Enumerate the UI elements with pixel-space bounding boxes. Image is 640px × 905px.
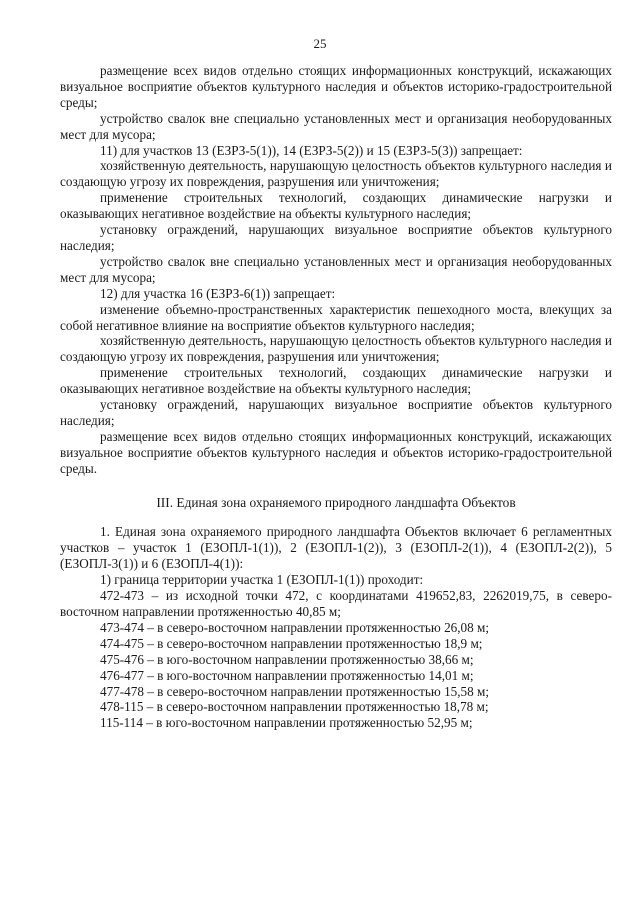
boundary-line: 476-477 – в юго-восточном направлении протяженностью 14,01 м; bbox=[100, 667, 474, 683]
boundary-line: 478-115 – в северо-восточном направлении протяженностью 18,78 м; bbox=[100, 699, 489, 715]
page-number: 25 bbox=[313, 36, 327, 51]
paragraph: хозяйственную деятельность, нарушающую целостность объектов культурного наследия и создающую угрозу их повреждения, разрушения или уничтожения; bbox=[60, 333, 612, 365]
paragraph: установку ограждений, нарушающих визуальное восприятие объектов культурного наследия; bbox=[60, 222, 612, 253]
document-body bbox=[60, 63, 612, 731]
paragraph: изменение объемно-пространственных характеристик пешеходного моста, влекущих за собой негативное влияние на восприятие объектов культурного наследия; bbox=[60, 301, 612, 333]
boundary-line: 473-474 – в северо-восточном направлении протяженностью 26,08 м; bbox=[100, 619, 490, 635]
paragraph: 11) для участков 13 (ЕЗРЗ-5(1)), 14 (ЕЗРЗ-5(2)) и 15 (ЕЗРЗ-5(3)) запрещает: bbox=[100, 142, 523, 158]
paragraph: установку ограждений, нарушающих визуальное восприятие объектов культурного наследия; bbox=[60, 397, 612, 428]
paragraph: 12) для участка 16 (ЕЗРЗ-6(1)) запрещает: bbox=[100, 285, 336, 301]
paragraph: 1) граница территории участка 1 (ЕЗОПЛ-1(1)) проходит: bbox=[100, 572, 424, 588]
paragraph: применение строительных технологий, создающих динамические нагрузки и оказывающих негативное воздействие на объекты культурного наследия; bbox=[60, 365, 612, 397]
paragraph: 1. Единая зона охраняемого природного ландшафта Объектов включает 6 регламентных участков – участок 1 (ЕЗОПЛ-1(1)), 2 (ЕЗОПЛ-1(2)), 3 (ЕЗОПЛ-2(1)), 4 (ЕЗОПЛ-2(2)), 5 (ЕЗОПЛ-3(1)) и 6 (ЕЗОПЛ-4(1)): bbox=[60, 524, 612, 572]
boundary-line: 115-114 – в юго-восточном направлении протяженностью 52,95 м; bbox=[100, 715, 473, 731]
section-heading: III. Единая зона охраняемого природного ландшафта Объектов bbox=[156, 494, 516, 510]
boundary-line: 477-478 – в северо-восточном направлении протяженностью 15,58 м; bbox=[100, 683, 490, 699]
boundary-line: 475-476 – в юго-восточном направлении протяженностью 38,66 м; bbox=[100, 651, 474, 667]
paragraph: размещение всех видов отдельно стоящих информационных конструкций, искажающих визуальное восприятие объектов культурного наследия и объектов историко-градостроительной среды. bbox=[60, 428, 612, 476]
paragraph: устройство свалок вне специально установленных мест и организация необорудованных мест для мусора; bbox=[60, 253, 612, 285]
paragraph: размещение всех видов отдельно стоящих информационных конструкций, искажающих визуальное восприятие объектов культурного наследия и объектов историко-градостроительной среды; bbox=[60, 63, 612, 110]
paragraph: хозяйственную деятельность, нарушающую целостность объектов культурного наследия и создающую угрозу их повреждения, разрушения или уничтожения; bbox=[60, 158, 612, 190]
paragraph: 472-473 – из исходной точки 472, с координатами 419652,83, 2262019,75, в северо-восточном направлении протяженностью 40,85 м; bbox=[60, 588, 612, 619]
paragraph: применение строительных технологий, создающих динамические нагрузки и оказывающих негативное воздействие на объекты культурного наследия; bbox=[60, 190, 612, 222]
boundary-line: 474-475 – в северо-восточном направлении протяженностью 18,9 м; bbox=[100, 635, 483, 651]
paragraph: устройство свалок вне специально установленных мест и организация необорудованных мест для мусора; bbox=[60, 110, 612, 142]
